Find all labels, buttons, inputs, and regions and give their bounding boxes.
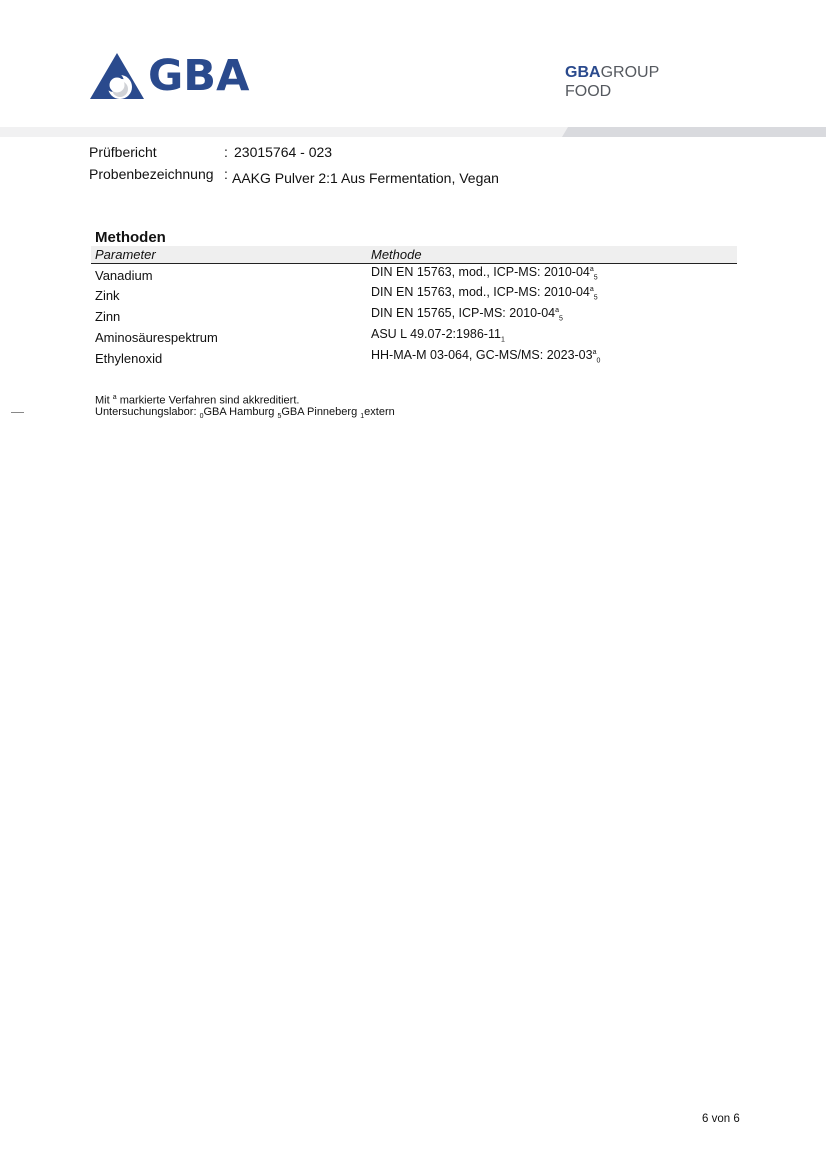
col-method: Methode	[371, 247, 422, 262]
pruefbericht-value: 23015764 - 023	[234, 144, 333, 160]
lab-index: 5	[593, 294, 598, 302]
lab-index: 5	[559, 315, 563, 323]
accreditation-mark: a	[589, 285, 594, 293]
table-row	[91, 327, 737, 350]
method-text: HH-MA-M 03-064, GC-MS/MS: 2023-03	[371, 348, 593, 362]
accreditation-mark: a	[555, 306, 560, 314]
group-suffix: GROUP	[600, 64, 660, 81]
gba-triangle-logo-icon	[90, 53, 144, 99]
labs-note	[95, 406, 395, 420]
pruefbericht-label: Prüfbericht	[89, 144, 157, 160]
lab-name: GBA Hamburg	[203, 406, 275, 418]
parameter-cell: Ethylenoxid	[95, 351, 163, 366]
accreditation-note-suffix: markierte Verfahren sind akkreditiert.	[116, 394, 300, 407]
method-cell	[371, 306, 563, 323]
accreditation-note-prefix: Mit	[95, 394, 113, 407]
lab-index: 5	[593, 274, 598, 282]
methods-title: Methoden	[95, 229, 166, 246]
method-cell	[371, 327, 505, 344]
logo-text: GBA	[148, 51, 250, 101]
accreditation-note-mark: a	[112, 394, 117, 401]
accreditation-mark: a	[592, 348, 597, 356]
method-cell	[371, 348, 600, 365]
parameter-cell: Zink	[95, 288, 120, 303]
table-row	[91, 306, 737, 329]
fold-mark	[11, 412, 24, 413]
probe-value: AAKG Pulver 2:1 Aus Fermentation, Vegan	[232, 170, 499, 186]
gba-logo	[90, 52, 249, 100]
labs-note-prefix: Untersuchungslabor:	[95, 406, 200, 418]
header-band	[0, 127, 826, 137]
group-subtitle: FOOD	[565, 83, 612, 100]
parameter-cell: Zinn	[95, 309, 121, 324]
probe-colon: :	[224, 166, 228, 182]
method-text: DIN EN 15763, mod., ICP-MS: 2010-04	[371, 265, 590, 279]
table-row	[91, 285, 737, 308]
table-row	[91, 348, 737, 371]
lab-index: 1	[500, 336, 505, 344]
method-text: ASU L 49.07-2:1986-11	[371, 327, 501, 341]
parameter-cell: Vanadium	[95, 268, 153, 283]
group-brand: GBA	[565, 64, 601, 81]
lab-index: 0	[596, 357, 601, 365]
lab-name: extern	[364, 406, 395, 418]
method-cell	[371, 265, 598, 282]
accreditation-note	[95, 394, 299, 407]
page-number: 6 von 6	[702, 1113, 740, 1125]
methods-table-header	[91, 246, 737, 264]
probe-label: Probenbezeichnung	[89, 166, 214, 182]
lab-index: 0	[199, 413, 204, 421]
lab-name: GBA Pinneberg	[281, 406, 358, 418]
col-parameter: Parameter	[95, 247, 156, 262]
accreditation-mark: a	[589, 265, 594, 273]
lab-index: 1	[360, 413, 365, 421]
method-text: DIN EN 15765, ICP-MS: 2010-04	[371, 306, 556, 320]
parameter-cell: Aminosäurespektrum	[95, 330, 218, 345]
pruefbericht-colon: :	[224, 144, 228, 160]
lab-index: 5	[277, 413, 282, 421]
method-text: DIN EN 15763, mod., ICP-MS: 2010-04	[371, 285, 590, 299]
method-cell	[371, 285, 598, 302]
gba-group-food-label	[565, 63, 659, 101]
